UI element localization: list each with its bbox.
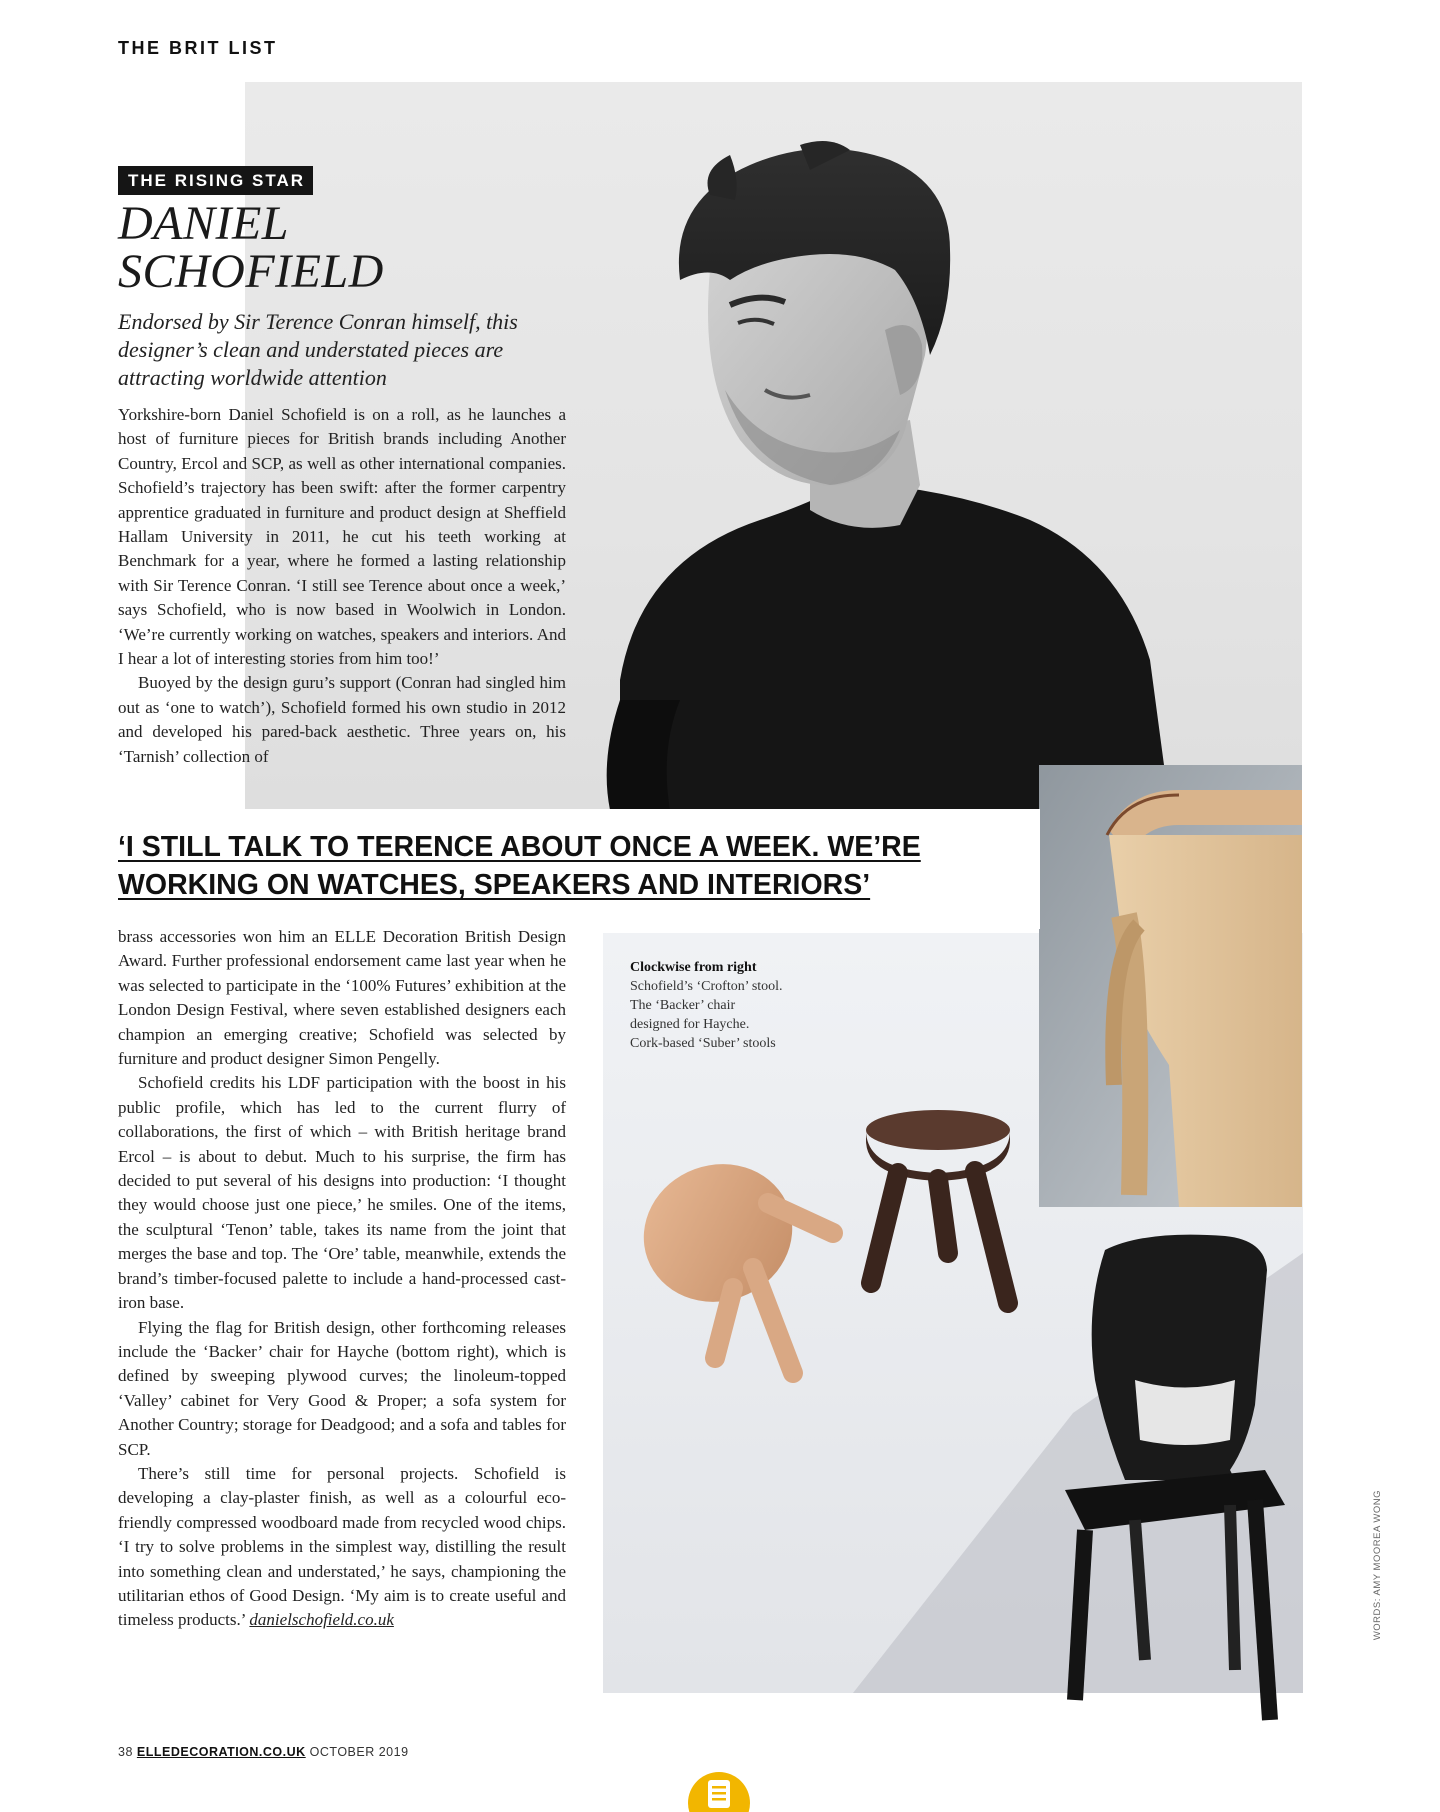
footer-issue: OCTOBER 2019 xyxy=(309,1745,409,1759)
body-paragraph: brass accessories won him an ELLE Decoration British Design Award. Further professional endorsement came last year when he was selected to participate in the ‘100% Futures’ exhibition at the London Design Festival, where seven established designers each champion an emerging creative; Schofield was selected by furniture and product designer Simon Pengelly. xyxy=(118,927,566,1069)
body-column-top xyxy=(118,403,566,769)
body-paragraph-text: There’s still time for personal projects. Schofield is developing a clay-plaster finish, as well as a colourful eco-friendly compressed woodboard made from recycled wood chips. ‘I try to solve problems in the simplest way, distilling the result into something clean and understated,’ he says, championing the utilitarian ethos of Good Design. ‘My aim is to create useful and timeless products.’ xyxy=(118,1463,566,1630)
caption-line: The ‘Backer’ chair xyxy=(630,998,736,1013)
page-footer xyxy=(118,1745,409,1759)
body-paragraph: Buoyed by the design guru’s support (Conran had singled him out as ‘one to watch’), Schofield formed his own studio in 2012 and developed his pared-back aesthetic. Three years on, his ‘Tarnish’ collection of xyxy=(118,673,566,766)
headline-line-1: DANIEL xyxy=(118,197,289,250)
product-photo-backer-chair xyxy=(985,1230,1365,1730)
body-column-bottom xyxy=(118,925,566,1633)
photo-credit: WORDS: AMY MOOREA WONG xyxy=(1372,1490,1383,1641)
body-paragraph: Schofield credits his LDF participation with the boost in his public profile, which has led to the current flurry of collaborations, the first of which – with British heritage brand Ercol – is about to debut. Much to his surprise, the firm has decided to put several of his designs into production: ‘I thought they would choose just one piece,’ he smiles. One of the items, the sculptural ‘Tenon’ table, takes its name from the joint that merges the base and top. The ‘Ore’ table, meanwhile, extends the brand’s timber-focused palette to include a hand-processed cast-iron base. xyxy=(118,1073,566,1313)
caption-title: Clockwise from right xyxy=(630,960,757,975)
caption-line: designed for Hayche. xyxy=(630,1017,750,1032)
body-paragraph: Yorkshire-born Daniel Schofield is on a roll, as he launches a host of furniture pieces for British brands including Another Country, Ercol and SCP, as well as other international companies. Schofield’s trajectory has been swift: after the former carpentry apprentice graduated in furniture and product design at Sheffield Hallam University in 2011, he cut his teeth working at Benchmark for a year, where he formed a lasting relationship with Sir Terence Conran. ‘I still see Terence about once a week,’ says Schofield, who is now based in Woolwich in London. ‘We’re currently working on watches, speakers and interiors. And I hear a lot of interesting stories from him too!’ xyxy=(118,405,566,669)
section-label: THE BRIT LIST xyxy=(118,38,278,58)
document-lines-icon[interactable] xyxy=(688,1772,750,1812)
headline xyxy=(118,197,598,298)
body-paragraph: Flying the flag for British design, other forthcoming releases include the ‘Backer’ chair for Hayche (bottom right), which is defined by sweeping plywood curves; the linoleum-topped ‘Valley’ cabinet for Very Good & Proper; a sofa system for Another Country; storage for Deadgood; and a sofa and tables for SCP. xyxy=(118,1317,566,1459)
headline-line-2: SCHOFIELD xyxy=(118,245,384,298)
caption-line: Schofield’s ‘Crofton’ stool. xyxy=(630,979,783,994)
body-paragraph-last xyxy=(118,1462,566,1633)
pull-quote: ‘I STILL TALK TO TERENCE ABOUT ONCE A WEEK. WE’RE WORKING ON WATCHES, SPEAKERS AND INTERIORS’ xyxy=(118,831,921,901)
standfirst: Endorsed by Sir Terence Conran himself, this designer’s clean and understated pieces are attracting worldwide attention xyxy=(118,309,518,390)
designer-portrait xyxy=(560,140,1240,810)
image-caption xyxy=(630,958,850,1053)
product-photo-crofton-stool xyxy=(1039,765,1302,1207)
caption-line: Cork-based ‘Suber’ stools xyxy=(630,1036,776,1051)
footer-site-link[interactable]: ELLEDECORATION.CO.UK xyxy=(136,1745,306,1759)
website-link[interactable]: danielschofield.co.uk xyxy=(249,1610,394,1630)
kicker-label: THE RISING STAR xyxy=(118,166,313,195)
page-number: 38 xyxy=(118,1745,133,1759)
